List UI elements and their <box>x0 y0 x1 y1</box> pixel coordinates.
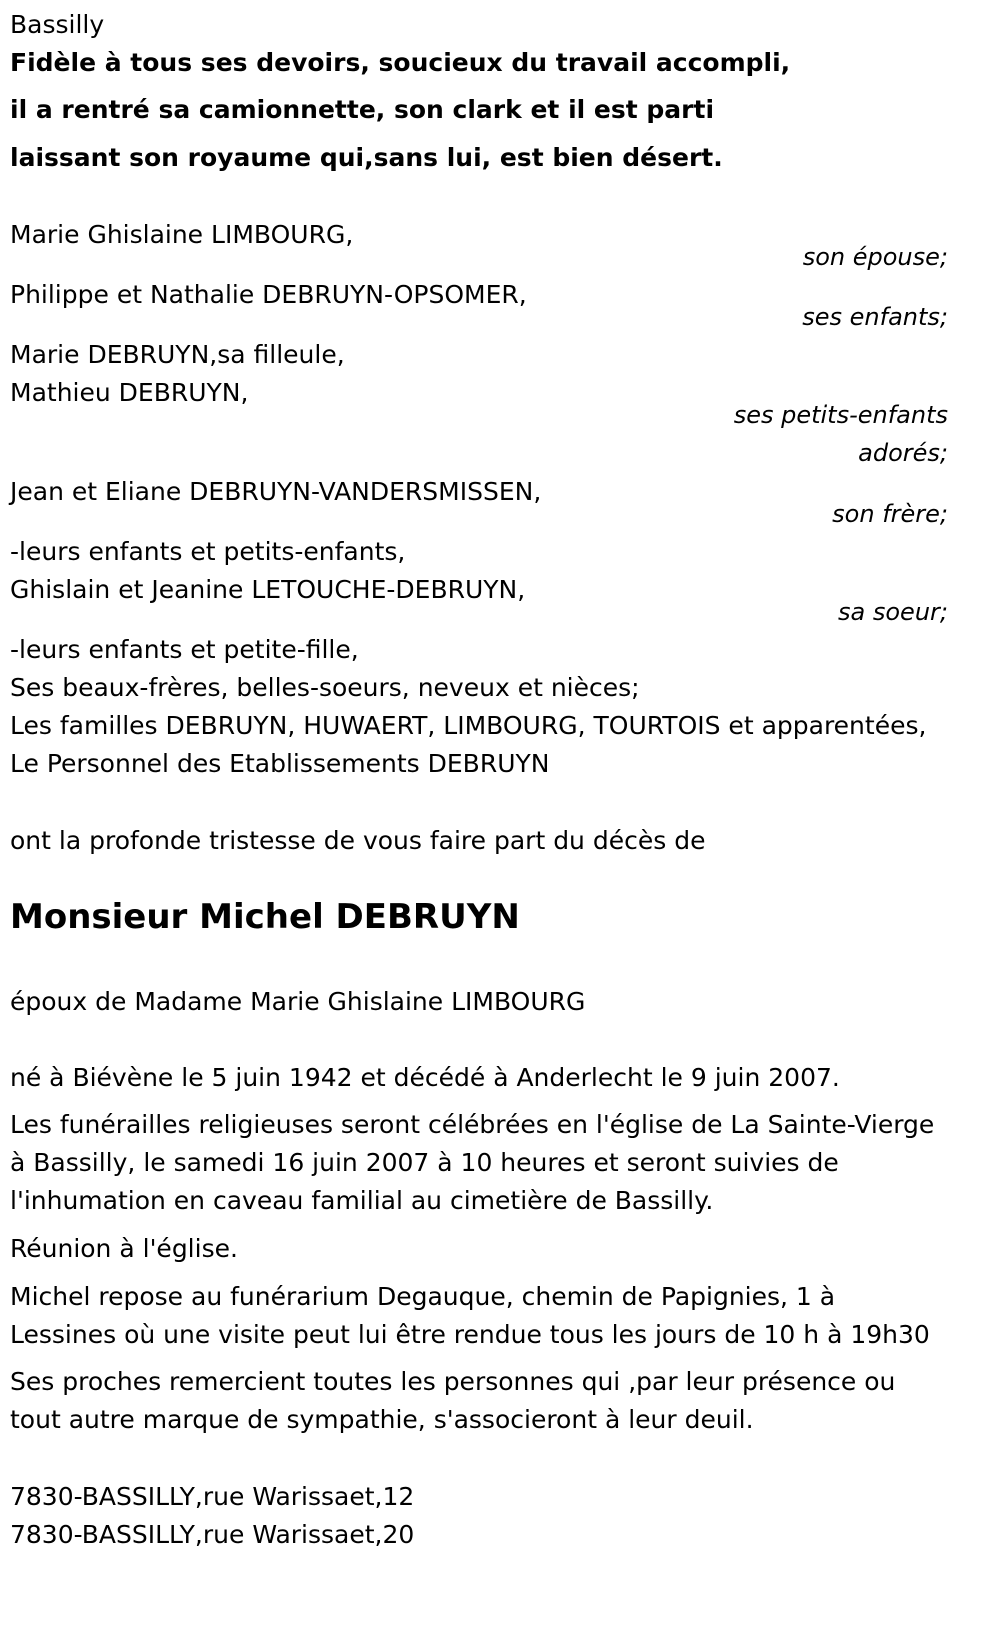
brother-family: -leurs enfants et petits-enfants, <box>10 537 406 566</box>
sister-role: sa soeur; <box>838 598 948 626</box>
thanks-line-1: Ses proches remercient toutes les personnes qui ,par leur présence ou <box>10 1367 896 1396</box>
wife-name: Marie Ghislaine LIMBOURG, <box>10 220 354 249</box>
staff: Le Personnel des Etablissements DEBRUYN <box>10 749 550 778</box>
brother-role: son frère; <box>832 500 948 528</box>
families: Les familles DEBRUYN, HUWAERT, LIMBOURG, TOURTOIS et apparentées, <box>10 711 927 740</box>
funeral-line-1: Les funérailles religieuses seront célébrées en l'église de La Sainte-Vierge <box>10 1110 935 1139</box>
deceased-name: Monsieur Michel DEBRUYN <box>10 897 520 937</box>
grandchildren-role-2: adorés; <box>858 439 948 467</box>
grandchild-2: Mathieu DEBRUYN, <box>10 378 249 407</box>
in-laws: Ses beaux-frères, belles-soeurs, neveux et nièces; <box>10 673 640 702</box>
meeting: Réunion à l'église. <box>10 1234 238 1263</box>
brother-names: Jean et Eliane DEBRUYN-VANDERSMISSEN, <box>10 477 542 506</box>
announcement: ont la profonde tristesse de vous faire part du décès de <box>10 826 706 855</box>
address-2: 7830-BASSILLY,rue Warissaet,20 <box>10 1520 415 1549</box>
children-names: Philippe et Nathalie DEBRUYN-OPSOMER, <box>10 280 527 309</box>
poem-line-3: laissant son royaume qui,sans lui, est bien désert. <box>10 143 723 172</box>
address-1: 7830-BASSILLY,rue Warissaet,12 <box>10 1482 415 1511</box>
children-role: ses enfants; <box>802 303 948 331</box>
sister-family: -leurs enfants et petite-fille, <box>10 635 359 664</box>
birth-death: né à Biévène le 5 juin 1942 et décédé à Anderlecht le 9 juin 2007. <box>10 1063 840 1092</box>
thanks-line-2: tout autre marque de sympathie, s'associeront à leur deuil. <box>10 1405 754 1434</box>
place-heading: Bassilly <box>10 10 105 39</box>
poem-line-1: Fidèle à tous ses devoirs, soucieux du travail accompli, <box>10 48 791 77</box>
funeral-line-2: à Bassilly, le samedi 16 juin 2007 à 10 heures et seront suivies de <box>10 1148 839 1177</box>
grandchildren-role-1: ses petits-enfants <box>733 401 948 429</box>
poem-line-2: il a rentré sa camionnette, son clark et il est parti <box>10 95 715 124</box>
spouse-line: époux de Madame Marie Ghislaine LIMBOURG <box>10 987 586 1016</box>
wife-role: son épouse; <box>802 243 948 271</box>
sister-names: Ghislain et Jeanine LETOUCHE-DEBRUYN, <box>10 575 526 604</box>
grandchild-1: Marie DEBRUYN,sa filleule, <box>10 340 345 369</box>
rest-line-1: Michel repose au funérarium Degauque, chemin de Papignies, 1 à <box>10 1282 836 1311</box>
rest-line-2: Lessines où une visite peut lui être rendue tous les jours de 10 h à 19h30 <box>10 1320 930 1349</box>
funeral-line-3: l'inhumation en caveau familial au cimetière de Bassilly. <box>10 1186 714 1215</box>
